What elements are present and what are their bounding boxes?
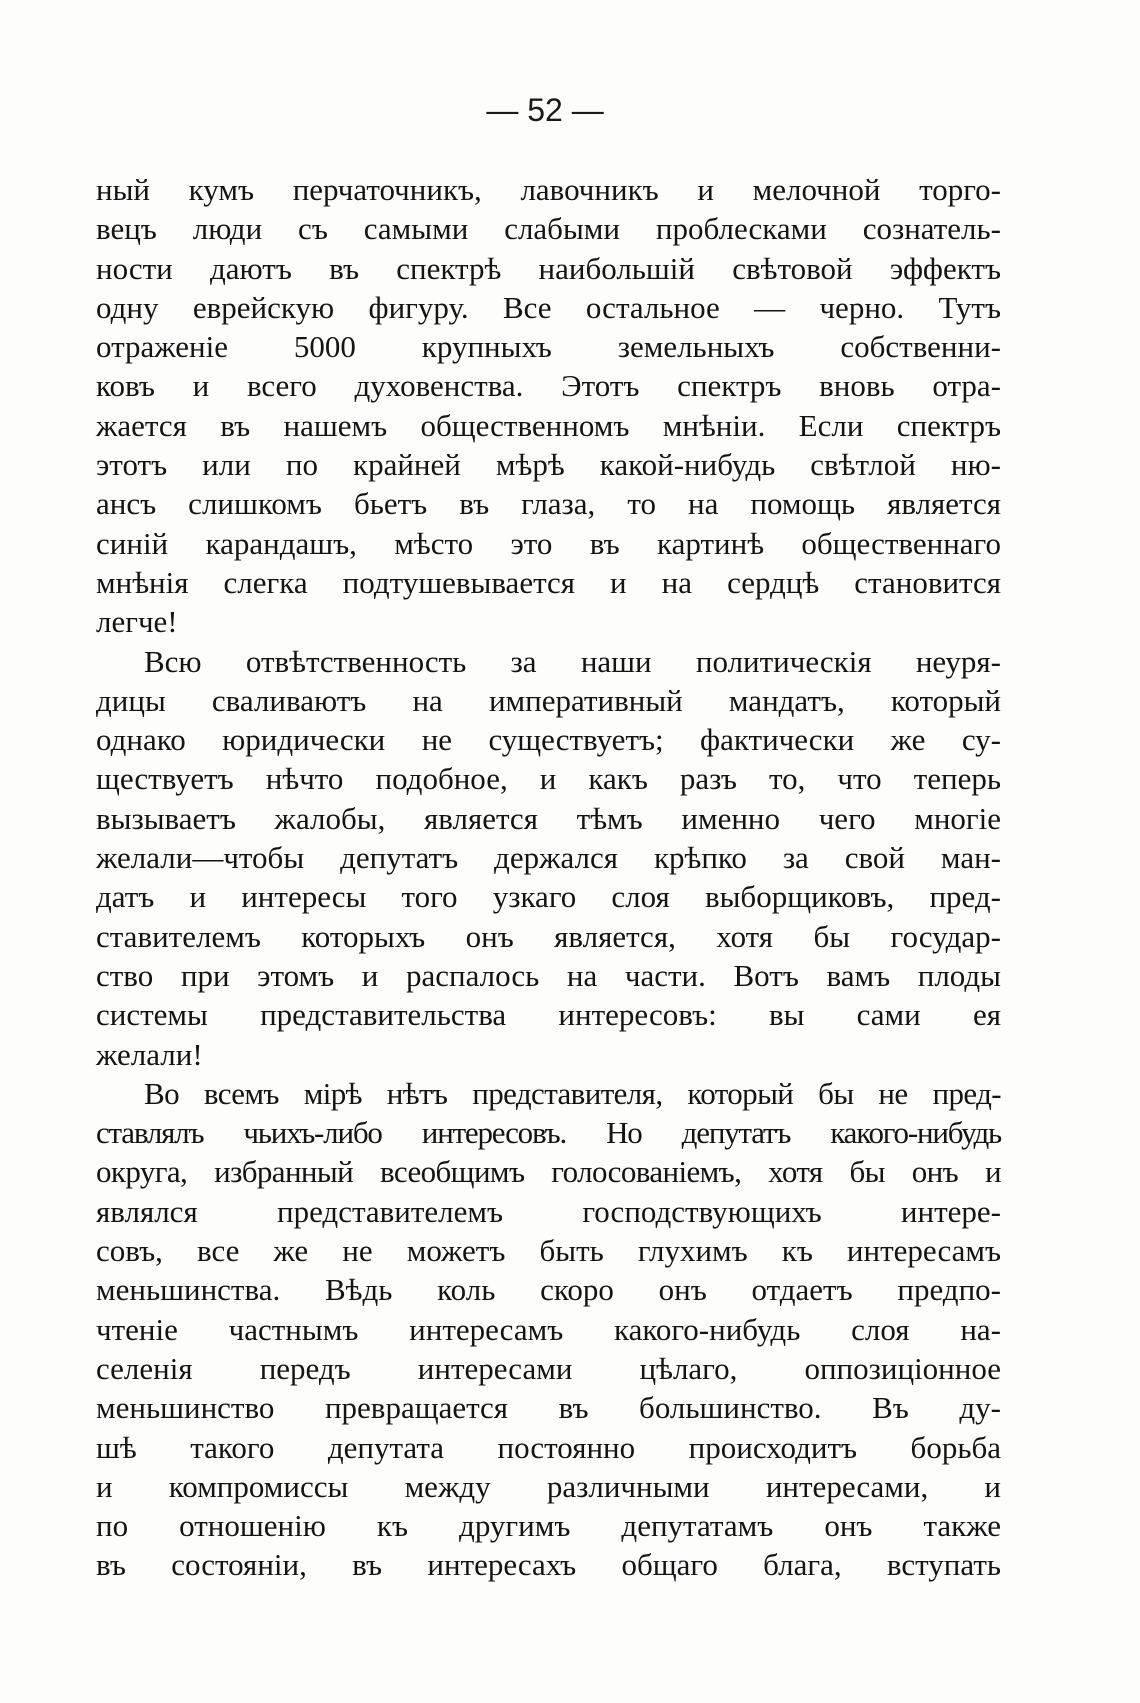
text-line: вызываетъ жалобы, является тѣмъ именно чего многіе — [96, 800, 1001, 836]
body-text — [96, 170, 1001, 1585]
text-line: селенія передъ интересами цѣлаго, оппозиціонное — [96, 1350, 1001, 1386]
text-line: ставлялъ чьихъ-либо интересовъ. Но депутатъ какого-нибудь — [96, 1115, 1001, 1151]
text-line: ство при этомъ и распалось на части. Вотъ вамъ плоды — [96, 957, 1001, 993]
text-line: округа, избранный всеобщимъ голосованіемъ, хотя бы онъ и — [96, 1154, 1001, 1190]
text-line: отраженіе 5000 крупныхъ земельныхъ собственни- — [96, 329, 1001, 365]
text-line: въ состояніи, въ интересахъ общаго блага, вступать — [96, 1547, 1001, 1583]
text-line: датъ и интересы того узкаго слоя выборщиковъ, пред- — [96, 879, 1001, 915]
text-line: являлся представителемъ господствующихъ интере- — [96, 1193, 1001, 1229]
text-line: Всю отвѣтственность за наши политическія неуря- — [144, 643, 1001, 679]
text-line: ществуетъ нѣчто подобное, и какъ разъ то, что теперь — [96, 761, 1001, 797]
text-line: шѣ такого депутата постоянно происходитъ борьба — [96, 1429, 1001, 1465]
page-number: — 52 — — [486, 92, 604, 128]
text-line: по отношенію къ другимъ депутатамъ онъ также — [96, 1508, 1001, 1544]
text-line: дицы сваливаютъ на императивный мандатъ, который — [96, 682, 1001, 718]
text-line: синій карандашъ, мѣсто это въ картинѣ общественнаго — [96, 525, 1001, 561]
text-line: ковъ и всего духовенства. Этотъ спектръ вновь отра- — [96, 368, 1001, 404]
text-line: жается въ нашемъ общественномъ мнѣніи. Если спектръ — [96, 407, 1001, 443]
paragraph-2 — [96, 642, 1001, 1074]
text-line: совъ, все же не можетъ быть глухимъ къ интересамъ — [96, 1233, 1001, 1269]
text-line: ный кумъ перчаточникъ, лавочникъ и мелочной торго- — [96, 172, 1001, 207]
paragraph-1 — [96, 170, 1001, 642]
text-line: одну еврейскую фигуру. Все остальное — черно. Тутъ — [96, 289, 1001, 325]
text-line: Во всемъ мірѣ нѣтъ представителя, который бы не пред- — [144, 1075, 1001, 1111]
text-line: меньшинства. Вѣдь коль скоро онъ отдаетъ предпо- — [96, 1272, 1001, 1308]
text-line: ности даютъ въ спектрѣ наибольшій свѣтовой эффектъ — [96, 250, 1001, 286]
paragraph-3 — [96, 1074, 1001, 1585]
text-line: желали—чтобы депутатъ держался крѣпко за свой ман- — [96, 840, 1001, 876]
text-line: желали! — [96, 1036, 203, 1072]
text-line: вецъ люди съ самыми слабыми проблесками сознатель- — [96, 211, 1001, 247]
text-line: системы представительства интересовъ: вы сами ея — [96, 997, 1001, 1033]
text-line: чтеніе частнымъ интересамъ какого-нибудь слоя на- — [96, 1311, 1001, 1347]
text-line: этотъ или по крайней мѣрѣ какой-нибудь свѣтлой ню- — [96, 447, 1001, 483]
text-line: мнѣнія слегка подтушевывается и на сердцѣ становится — [96, 564, 1001, 600]
text-line: меньшинство превращается въ большинство. Въ ду- — [96, 1390, 1001, 1426]
text-line: легче! — [96, 604, 178, 640]
text-line: ставителемъ которыхъ онъ является, хотя бы государ- — [96, 918, 1001, 954]
text-line: однако юридически не существуетъ; фактически же су- — [96, 722, 1001, 758]
text-line: ансъ слишкомъ бьетъ въ глаза, то на помощь является — [96, 486, 1001, 522]
text-line: и компромиссы между различными интересами, и — [96, 1468, 1001, 1504]
